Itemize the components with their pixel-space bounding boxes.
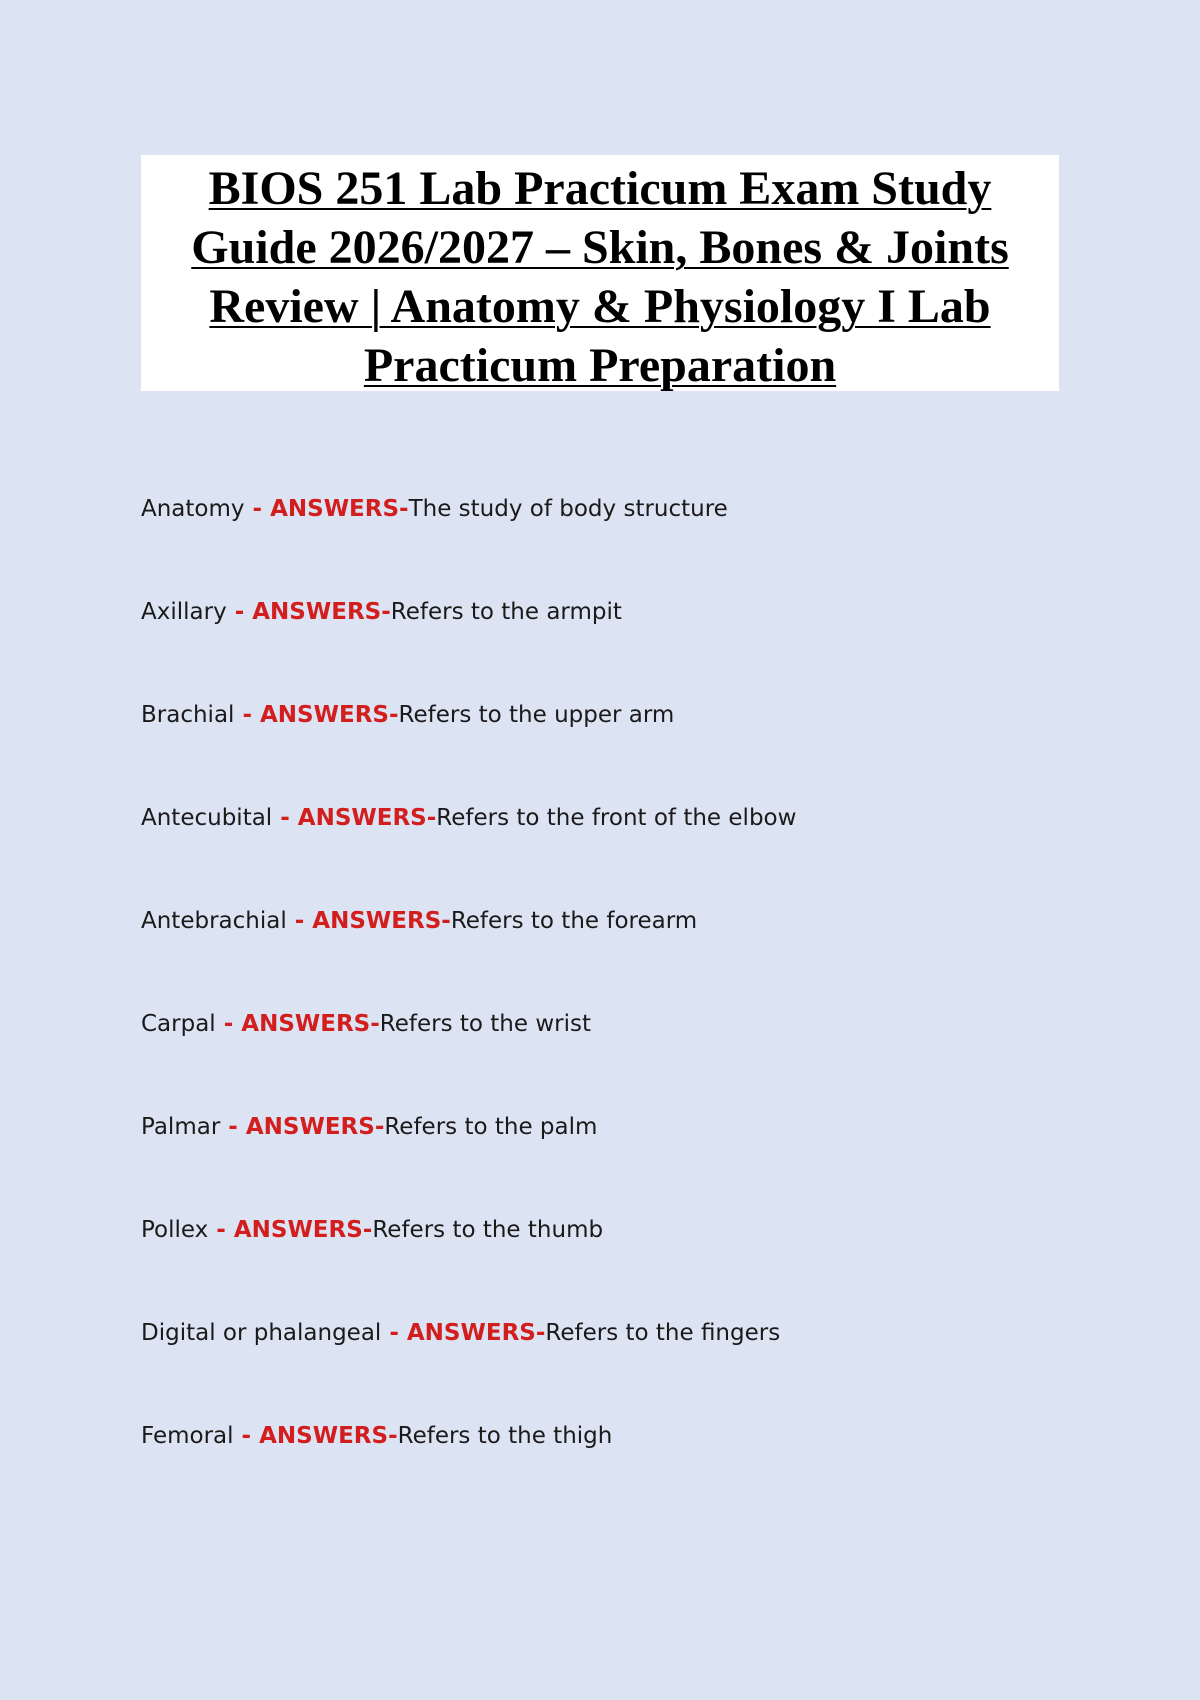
qa-item-anatomy xyxy=(141,492,1141,595)
answers-separator: - ANSWERS- xyxy=(226,599,391,625)
qa-item-antecubital xyxy=(141,801,1141,904)
answers-separator: - ANSWERS- xyxy=(244,496,409,522)
qa-answer: Refers to the fingers xyxy=(545,1320,781,1346)
qa-term: Digital or phalangeal xyxy=(141,1320,382,1346)
answers-separator: - ANSWERS- xyxy=(381,1320,546,1346)
answers-separator: - ANSWERS- xyxy=(220,1114,385,1140)
answers-separator: - ANSWERS- xyxy=(272,805,437,831)
qa-item-carpal xyxy=(141,1007,1141,1110)
qa-item-axillary xyxy=(141,595,1141,698)
qa-term: Anatomy xyxy=(141,496,245,522)
qa-item-pollex xyxy=(141,1213,1141,1316)
page-title: BIOS 251 Lab Practicum Exam Study Guide 2026/2027 – Skin, Bones & Joints Review | Anatomy & Physiology I Lab Practicum Preparation xyxy=(191,162,1009,392)
qa-item-brachial xyxy=(141,698,1141,801)
qa-term: Carpal xyxy=(141,1011,216,1037)
qa-answer: Refers to the upper arm xyxy=(398,702,675,728)
qa-term: Brachial xyxy=(141,702,235,728)
qa-answer: The study of body structure xyxy=(408,496,728,522)
qa-term: Palmar xyxy=(141,1114,221,1140)
qa-term: Pollex xyxy=(141,1217,209,1243)
title-box xyxy=(141,155,1059,391)
answers-separator: - ANSWERS- xyxy=(286,908,451,934)
qa-answer: Refers to the armpit xyxy=(390,599,622,625)
qa-term: Antecubital xyxy=(141,805,273,831)
qa-answer: Refers to the front of the elbow xyxy=(436,805,797,831)
answers-separator: - ANSWERS- xyxy=(233,1423,398,1449)
qa-list xyxy=(141,492,1141,1522)
qa-answer: Refers to the thigh xyxy=(397,1423,613,1449)
qa-answer: Refers to the wrist xyxy=(379,1011,591,1037)
qa-item-antebrachial xyxy=(141,904,1141,1007)
answers-separator: - ANSWERS- xyxy=(234,702,399,728)
qa-item-palmar xyxy=(141,1110,1141,1213)
qa-term: Antebrachial xyxy=(141,908,287,934)
answers-separator: - ANSWERS- xyxy=(208,1217,373,1243)
qa-answer: Refers to the palm xyxy=(384,1114,598,1140)
qa-answer: Refers to the thumb xyxy=(372,1217,604,1243)
qa-term: Femoral xyxy=(141,1423,234,1449)
qa-term: Axillary xyxy=(141,599,227,625)
qa-answer: Refers to the forearm xyxy=(450,908,698,934)
qa-item-digital xyxy=(141,1316,1141,1419)
answers-separator: - ANSWERS- xyxy=(215,1011,380,1037)
qa-item-femoral xyxy=(141,1419,1141,1522)
